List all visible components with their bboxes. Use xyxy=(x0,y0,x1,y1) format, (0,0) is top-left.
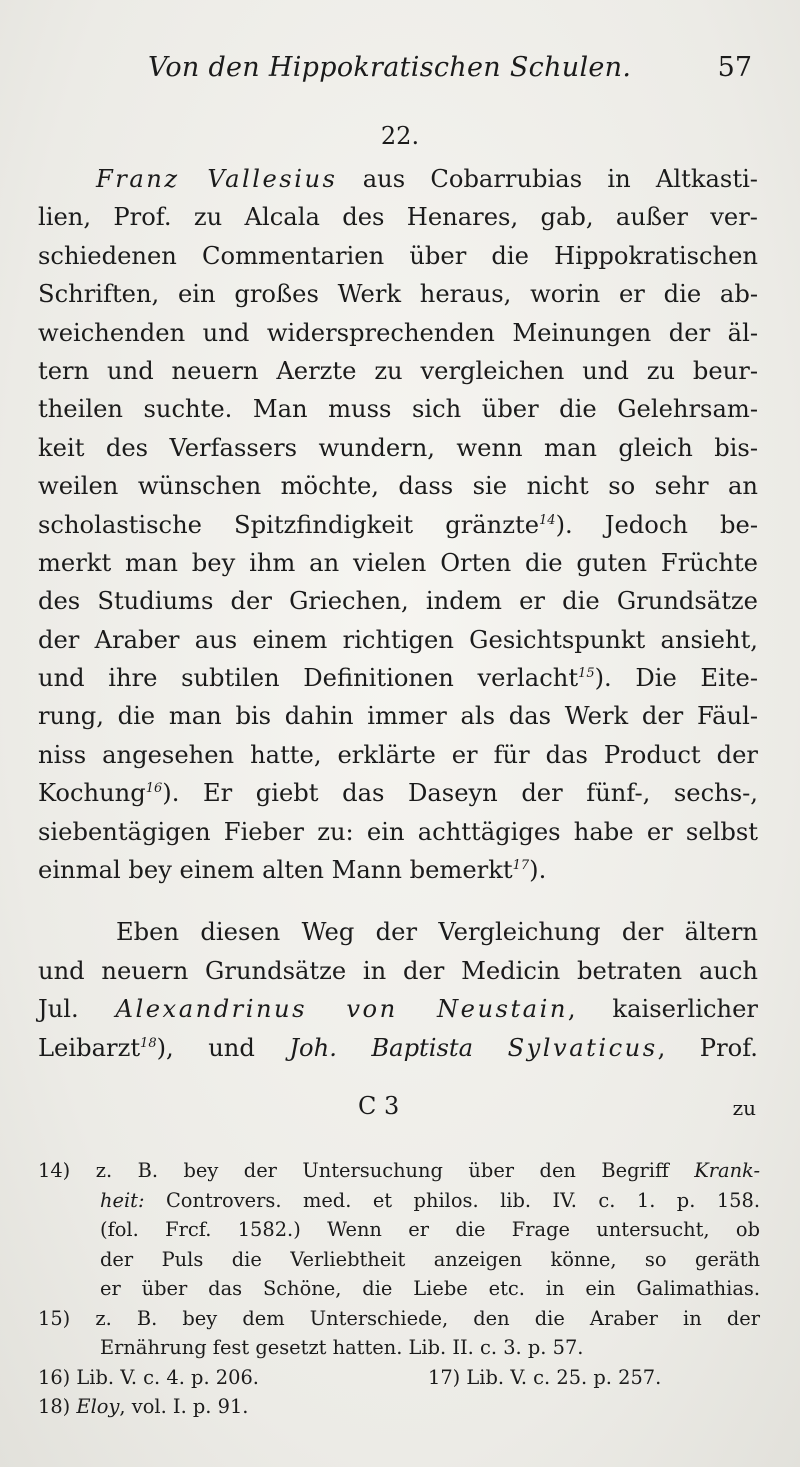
footnote-15: 15) z. B. bey dem Unterschiede, den die Araber in der xyxy=(38,1306,760,1330)
section-number: 22. xyxy=(380,122,420,150)
footnote-16: 16) Lib. V. c. 4. p. 206. xyxy=(38,1363,259,1393)
footnote-ref[interactable]: 17 xyxy=(512,858,530,874)
paragraph-1-line: rung, die man bis dahin immer als das Werk der Fäul- xyxy=(38,702,758,731)
paragraph-2-line: und neuern Grundsätze in der Medicin betraten auch xyxy=(38,956,758,985)
footnote-14-line: er über das Schöne, die Liebe etc. in ein Galimathias. xyxy=(100,1277,760,1300)
footnote-ref[interactable]: 18 xyxy=(140,1035,157,1051)
paragraph-1-line: des Studiums der Griechen, indem er die Grundsätze xyxy=(38,587,758,616)
paragraph-1-line: weilen wünschen möchte, dass sie nicht so sehr an xyxy=(38,472,758,501)
footnote-number: 17) xyxy=(428,1365,461,1389)
page-header xyxy=(40,52,760,92)
person-name: Franz Vallesius xyxy=(96,165,338,193)
paragraph-2-line: Eben diesen Weg der Vergleichung der ältern xyxy=(116,918,758,947)
footnotes xyxy=(38,1156,760,1422)
footnote-ref[interactable]: 16 xyxy=(145,781,163,797)
paragraph-1-line: und ihre subtilen Definitionen verlacht$^{15}$). Die Eite- xyxy=(38,664,758,693)
footnote-17: 17) Lib. V. c. 25. p. 257. xyxy=(428,1363,661,1393)
page-number: 57 xyxy=(717,52,752,83)
paragraph-1-line: Kochung$^{16}$). Er giebt das Daseyn der fünf-, sechs-, xyxy=(38,779,758,808)
paragraph-1-line: schiedenen Commentarien über die Hippokratischen xyxy=(38,241,758,270)
footnote-ref[interactable]: 14 xyxy=(539,512,556,528)
paragraph-1-line: keit des Verfassers wundern, wenn man gleich bis- xyxy=(38,433,758,462)
running-title: Von den Hippokratischen Schulen. xyxy=(148,52,632,83)
paragraph-1-line: der Araber aus einem richtigen Gesichtspunkt ansieht, xyxy=(38,625,758,654)
signature-line xyxy=(38,1092,758,1126)
person-name: Alexandrinus von Neustain xyxy=(115,995,568,1024)
paragraph-1-line: niss angesehen hatte, erklärte er für das Product der xyxy=(38,740,758,769)
footnote-16-17 xyxy=(38,1363,760,1393)
footnote-15-line: Ernährung fest gesetzt hatten. Lib. II. c. 3. p. 57. xyxy=(100,1336,584,1359)
footnote-14-line: heit: Controvers. med. et philos. lib. IV. c. 1. p. 158. xyxy=(100,1188,760,1212)
paragraph-2-line: Jul. Alexandrinus von Neustain, kaiserlicher xyxy=(38,995,758,1024)
footnote-number: 16) xyxy=(38,1365,71,1389)
footnote-14-line: der Puls die Verliebtheit anzeigen könne, so geräth xyxy=(100,1247,760,1271)
paragraph-2-line: Leibarzt$^{18}$), und Joh. Baptista Sylvaticus, Prof. xyxy=(38,1033,758,1062)
printer-signature: C 3 xyxy=(358,1092,400,1120)
paragraph-1-line: Franz Vallesius aus Cobarrubias in Altkasti- xyxy=(96,165,758,193)
paragraph-1-line: merkt man bey ihm an vielen Orten die guten Früchte xyxy=(38,548,758,577)
footnote-ref[interactable]: 15 xyxy=(578,666,595,682)
footnote-14: 14) z. B. bey der Untersuchung über den Begriff Krank- xyxy=(38,1159,761,1182)
person-name: Joh. Baptista xyxy=(289,1033,474,1062)
paragraph-1-line: Schriften, ein großes Werk heraus, worin er die ab- xyxy=(38,280,758,309)
body-text xyxy=(38,160,758,1067)
footnote-18: 18) Eloy, vol. I. p. 91. xyxy=(38,1392,760,1422)
footnote-number: 15) xyxy=(38,1306,71,1330)
paragraph-1-line: scholastische Spitzfindigkeit gränzte$^{14}$). Jedoch be- xyxy=(38,510,758,539)
footnote-14-line: (fol. Frcf. 1582.) Wenn er die Frage untersucht, ob xyxy=(100,1218,760,1241)
paragraph-1-line: tern und neuern Aerzte zu vergleichen und zu beur- xyxy=(38,356,758,385)
paragraph-1-line: siebentägigen Fieber zu: ein achttägiges habe er selbst xyxy=(38,817,758,846)
catchword: zu xyxy=(732,1096,756,1120)
paragraph-1-line: einmal bey einem alten Mann bemerkt$^{17}$). xyxy=(38,856,547,885)
paragraph-1-line: weichenden und widersprechenden Meinungen der äl- xyxy=(38,318,758,347)
paragraph-gap xyxy=(38,889,758,913)
footnote-number: 14) xyxy=(38,1159,71,1182)
footnote-number: 18) xyxy=(38,1395,71,1418)
person-name: Sylvaticus xyxy=(507,1033,658,1062)
paragraph-1-line: theilen suchte. Man muss sich über die Gelehrsam- xyxy=(38,395,758,424)
paragraph-1-line: lien, Prof. zu Alcala des Henares, gab, außer ver- xyxy=(38,203,758,232)
